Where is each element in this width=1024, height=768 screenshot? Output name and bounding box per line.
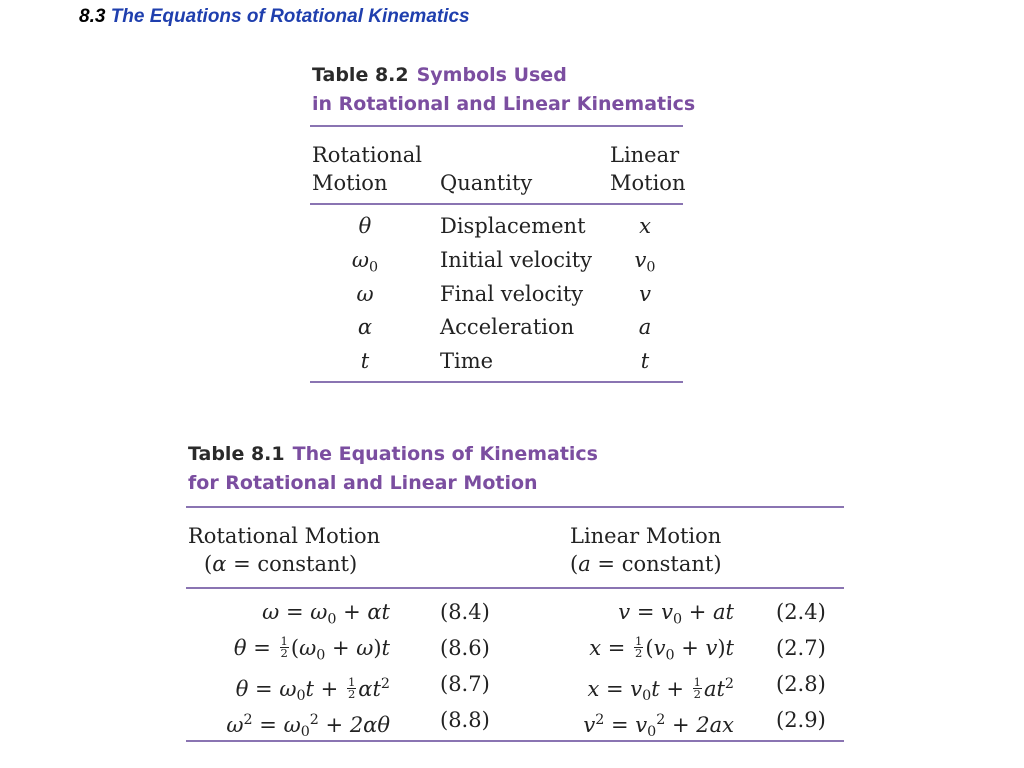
rot-symbol: θ bbox=[358, 214, 372, 238]
table-8-1-top-rule bbox=[186, 506, 844, 508]
equation-2-8: $x = v_0t$ + $\frac{1}{2}$ $at^2$ bbox=[587, 675, 734, 705]
header-rotational-motion bbox=[188, 522, 380, 578]
table-8-2-top-rule bbox=[310, 125, 683, 127]
quantity: Displacement bbox=[440, 214, 586, 238]
lin-symbol: $v_0$ bbox=[634, 248, 656, 276]
table-8-2-caption bbox=[312, 61, 695, 119]
equation-8-4: $\omega = \omega_0 + \alpha t$ bbox=[262, 600, 390, 628]
equation-8-8: $\omega^2 = \omega_0^2 + 2\alpha\theta$ bbox=[226, 712, 390, 741]
header-quantity: Quantity bbox=[440, 171, 533, 195]
header-rot-line2: Motion bbox=[312, 171, 388, 195]
lin-symbol: x bbox=[639, 214, 651, 238]
header-condition: (α = constant) bbox=[204, 552, 358, 576]
rot-symbol: ω bbox=[356, 282, 374, 306]
table-number: Table 8.2 bbox=[312, 64, 409, 86]
equation-8-7: $\theta = \omega_0t$ + $\frac{1}{2}$ $\alpha t^2$ bbox=[235, 675, 390, 705]
header-lin-line2: Motion bbox=[610, 171, 686, 195]
equation-8-6: θ = $\frac{1}{2}$ $(\omega_0 + \omega)t$ bbox=[233, 634, 390, 664]
quantity: Final velocity bbox=[440, 282, 584, 306]
table-title-line2: for Rotational and Linear Motion bbox=[188, 472, 538, 494]
quantity: Acceleration bbox=[440, 315, 575, 339]
lin-symbol: a bbox=[638, 315, 652, 339]
lin-symbol: v bbox=[639, 282, 651, 306]
table-title-line1: Symbols Used bbox=[416, 64, 567, 86]
equation-2-4: $v = v_0$ + at bbox=[618, 600, 734, 628]
slide-title bbox=[79, 6, 470, 28]
header-title: Linear Motion bbox=[570, 524, 722, 548]
equation-2-7: x = $\frac{1}{2}$ $(v_0 + v)t$ bbox=[589, 634, 734, 664]
header-condition: (a = constant) bbox=[570, 552, 722, 576]
equation-number: (8.6) bbox=[440, 636, 490, 660]
rot-symbol: α bbox=[357, 315, 373, 339]
equation-number: (8.7) bbox=[440, 672, 490, 696]
header-rotational bbox=[312, 141, 422, 197]
rot-symbol: t bbox=[360, 349, 370, 373]
header-rot-line1: Rotational bbox=[312, 143, 422, 167]
table-number: Table 8.1 bbox=[188, 443, 285, 465]
table-8-1-header-rule bbox=[186, 587, 844, 589]
header-title: Rotational Motion bbox=[188, 524, 381, 548]
table-8-2-header-rule bbox=[310, 203, 683, 205]
table-title-line1: The Equations of Kinematics bbox=[292, 443, 598, 465]
lin-symbol: t bbox=[640, 349, 650, 373]
header-lin-line1: Linear bbox=[610, 143, 680, 167]
rot-symbol: $\omega_0$ bbox=[351, 248, 379, 276]
equation-number: (2.4) bbox=[776, 600, 826, 624]
table-8-2-bottom-rule bbox=[310, 381, 683, 383]
table-8-1-bottom-rule bbox=[186, 740, 844, 742]
equation-number: (2.7) bbox=[776, 636, 826, 660]
equation-number: (8.4) bbox=[440, 600, 490, 624]
quantity: Time bbox=[440, 349, 494, 373]
equation-number: (2.9) bbox=[776, 708, 826, 732]
equation-number: (8.8) bbox=[440, 708, 490, 732]
section-topic: The Equations of Rotational Kinematics bbox=[110, 6, 470, 27]
section-number: 8.3 bbox=[79, 6, 106, 27]
header-linear bbox=[610, 141, 685, 197]
table-title-line2: in Rotational and Linear Kinematics bbox=[312, 93, 696, 115]
equation-number: (2.8) bbox=[776, 672, 826, 696]
quantity: Initial velocity bbox=[440, 248, 593, 272]
header-linear-motion bbox=[570, 522, 722, 578]
equation-2-9: $v^2 = v_0^2 + 2ax$ bbox=[583, 712, 734, 741]
table-8-1-caption bbox=[188, 440, 598, 498]
